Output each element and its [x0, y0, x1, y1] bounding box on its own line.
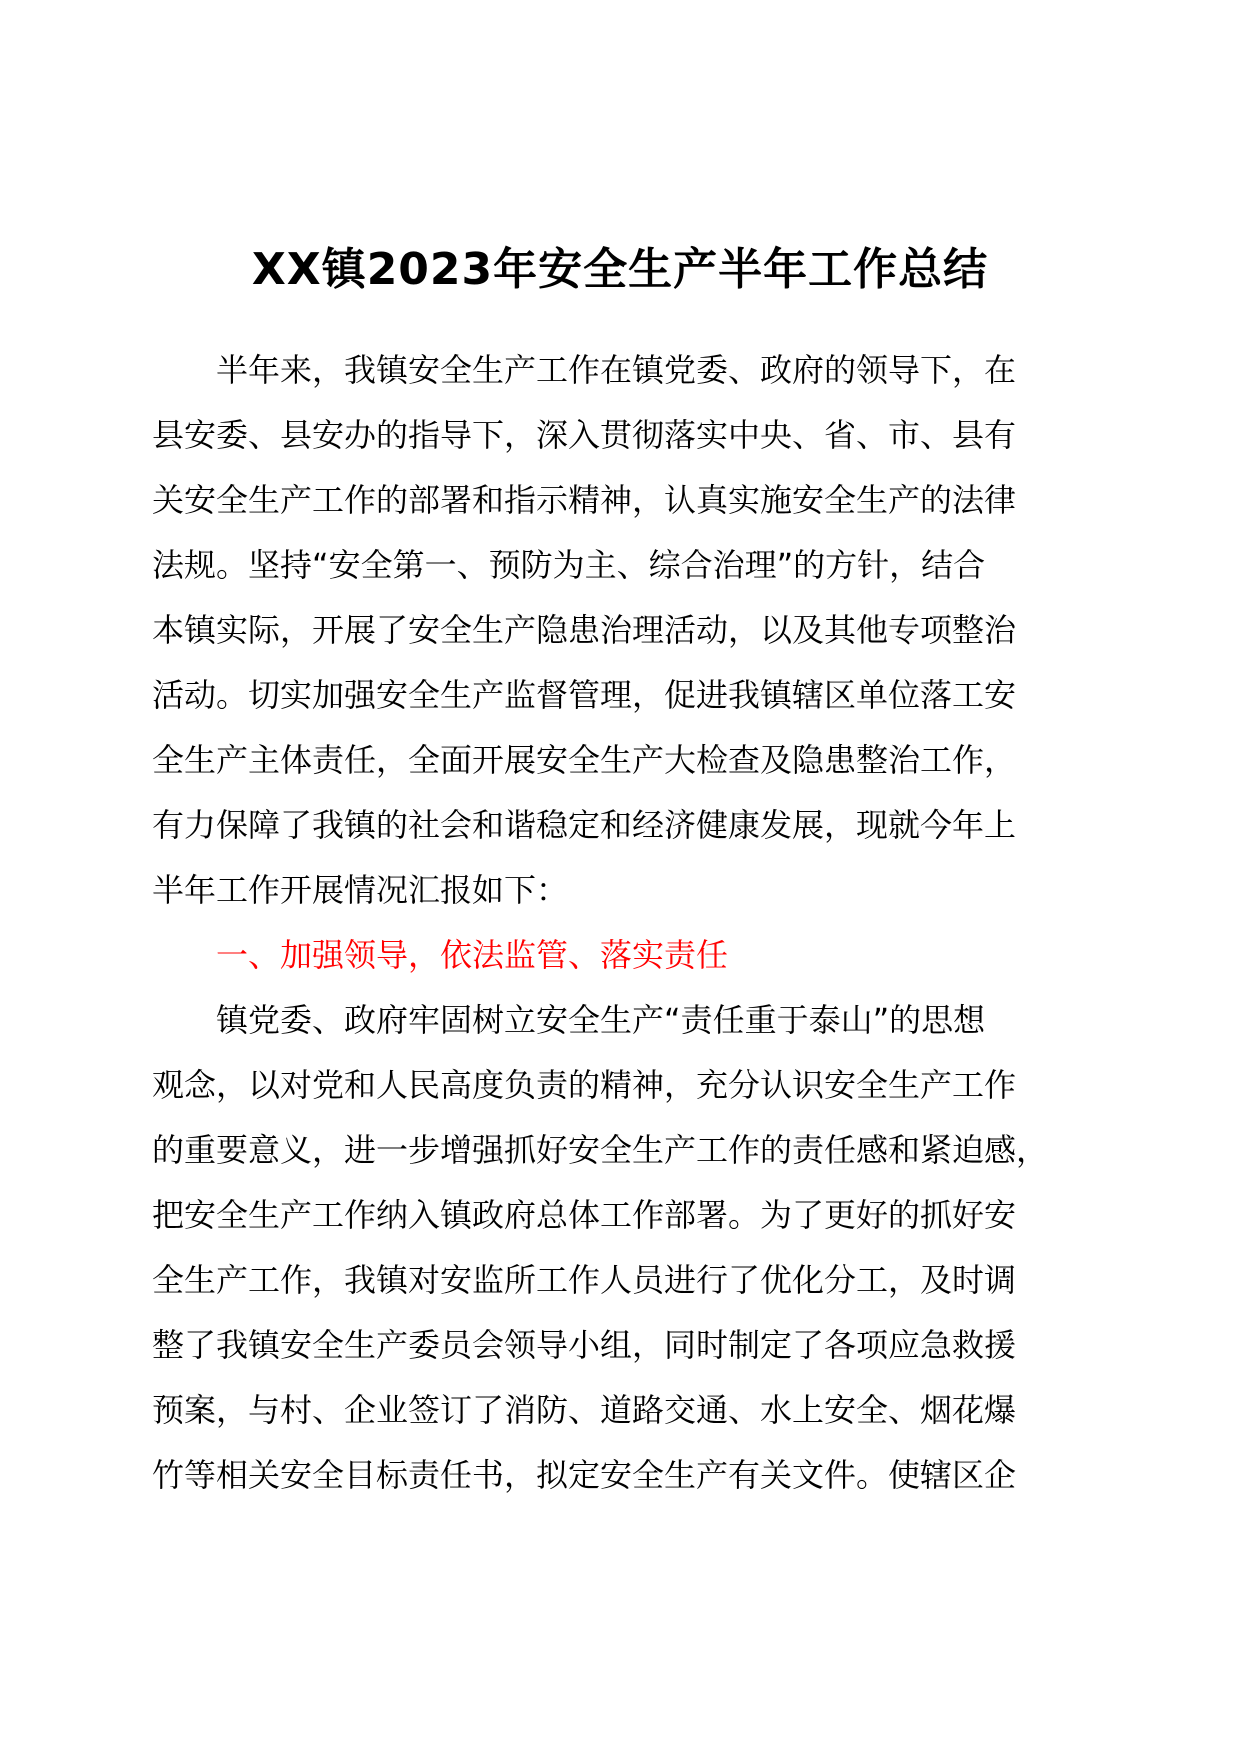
paragraph2-line: 竹等相关安全目标责任书，拟定安全生产有关文件。使辖区企: [152, 1456, 1017, 1494]
paragraph1-line: 有力保障了我镇的社会和谐稳定和经济健康发展，现就今年上: [152, 806, 1017, 844]
paragraph2-line: 镇党委、政府牢固树立安全生产“责任重于泰山”的思想: [216, 1001, 986, 1039]
paragraph1-line: 活动。切实加强安全生产监督管理，促进我镇辖区单位落工安: [152, 676, 1017, 714]
section-heading: 一、加强领导，依法监管、落实责任: [216, 936, 729, 974]
paragraph1-line: 半年来，我镇安全生产工作在镇党委、政府的领导下，在: [216, 351, 1017, 389]
paragraph1-line: 本镇实际，开展了安全生产隐患治理活动，以及其他专项整治: [152, 611, 1017, 649]
paragraph2-line: 把安全生产工作纳入镇政府总体工作部署。为了更好的抓好安: [152, 1196, 1017, 1234]
paragraph2-line: 观念，以对党和人民高度负责的精神，充分认识安全生产工作: [152, 1066, 1017, 1104]
paragraph1-line: 法规。坚持“安全第一、预防为主、综合治理”的方针，结合: [152, 546, 986, 584]
paragraph1-line: 关安全生产工作的部署和指示精神，认真实施安全生产的法律: [152, 481, 1017, 519]
paragraph1-line: 半年工作开展情况汇报如下：: [152, 871, 569, 909]
paragraph2-line: 的重要意义，进一步增强抓好安全生产工作的责任感和紧迫感，: [152, 1131, 1049, 1169]
paragraph1-line: 全生产主体责任，全面开展安全生产大检查及隐患整治工作，: [152, 741, 1017, 779]
paragraph2-line: 整了我镇安全生产委员会领导小组，同时制定了各项应急救援: [152, 1326, 1017, 1364]
paragraph1-line: 县安委、县安办的指导下，深入贯彻落实中央、省、市、县有: [152, 416, 1017, 454]
document-title: XX镇2023年安全生产半年工作总结: [251, 244, 989, 295]
paragraph2-line: 预案，与村、企业签订了消防、道路交通、水上安全、烟花爆: [152, 1391, 1017, 1429]
paragraph2-line: 全生产工作，我镇对安监所工作人员进行了优化分工，及时调: [152, 1261, 1017, 1299]
